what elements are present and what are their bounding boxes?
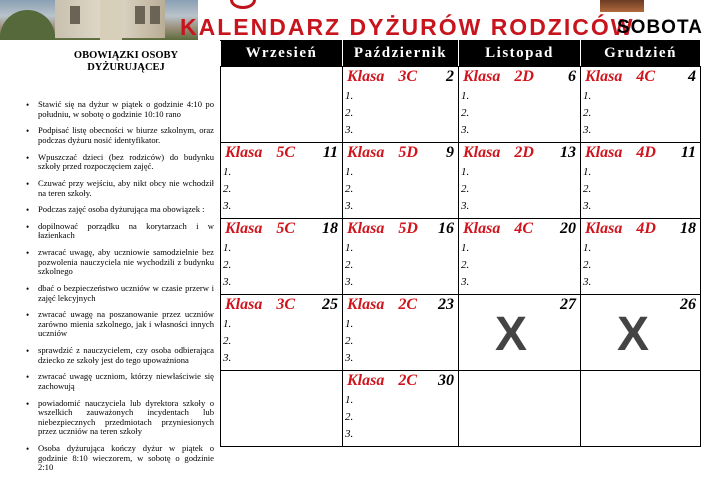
duty-item: • powiadomić nauczyciela lub dyrektora szkoły o wszelkich zauważonych incydentach lub niebezpiecznych przedmiotach przyniesionych przez uczniów na teren szkoły (38, 399, 214, 438)
calendar-cell (343, 67, 459, 143)
class-label (585, 68, 655, 86)
x-icon: X (617, 308, 650, 361)
slot-line: 3. (461, 276, 470, 288)
slot-line: 1. (583, 242, 592, 254)
cell-header (459, 143, 580, 164)
class-label (347, 372, 417, 390)
calendar-cell (221, 219, 343, 295)
class-word: Klasa (585, 68, 623, 85)
slot-line: 1. (345, 394, 354, 406)
class-code: 2D (514, 68, 534, 85)
duty-slots (459, 88, 580, 139)
calendar-cell (581, 67, 701, 143)
class-code: 5C (276, 220, 296, 237)
day-number: 18 (322, 220, 338, 237)
calendar-row (221, 371, 701, 447)
class-label (463, 220, 533, 238)
duty-slots (343, 240, 458, 291)
slot-line: 1. (223, 242, 232, 254)
calendar-row (221, 295, 701, 371)
slot-line: 3. (345, 276, 354, 288)
duty-item: • sprawdzić z nauczycielem, czy osoba odbierająca dziecko ze szkoły jest do tego upoważniona (38, 346, 214, 365)
calendar-cell (459, 143, 581, 219)
cell-header (343, 143, 458, 164)
calendar-cell (343, 143, 459, 219)
calendar-cell (459, 219, 581, 295)
class-word: Klasa (585, 144, 623, 161)
slot-line: 3. (223, 276, 232, 288)
slot-line: 1. (345, 166, 354, 178)
slot-line: 3. (461, 200, 470, 212)
day-number: 25 (322, 296, 338, 313)
slot-line: 2. (345, 183, 354, 195)
class-label (347, 220, 418, 238)
slot-line: 3. (583, 200, 592, 212)
slot-line: 1. (583, 90, 592, 102)
day-number: 16 (438, 220, 454, 237)
school-logo (230, 0, 256, 9)
cell-header (343, 219, 458, 240)
cell-header (459, 219, 580, 240)
cell-header (343, 295, 458, 316)
class-code: 4C (514, 220, 534, 237)
class-code: 2C (398, 372, 418, 389)
class-code: 4D (636, 220, 656, 237)
slot-line: 2. (223, 335, 232, 347)
day-number: 11 (680, 144, 696, 161)
cell-header (581, 67, 700, 88)
day-number: 30 (438, 372, 454, 389)
calendar-body (221, 67, 701, 447)
cell-header (581, 219, 700, 240)
day-number: 23 (438, 296, 454, 313)
calendar-cell (343, 295, 459, 371)
duty-slots (581, 240, 700, 291)
calendar-cell (459, 295, 581, 371)
slot-line: 3. (345, 428, 354, 440)
cell-header (221, 295, 342, 316)
calendar-cell (581, 219, 701, 295)
empty-cell (581, 371, 701, 447)
day-number: 11 (322, 144, 338, 161)
cell-header (221, 219, 342, 240)
duty-slots (459, 240, 580, 291)
class-word: Klasa (225, 220, 263, 237)
class-word: Klasa (347, 296, 385, 313)
class-code: 5D (398, 220, 418, 237)
duty-slots (343, 164, 458, 215)
duties-panel (38, 50, 214, 480)
day-number: 27 (560, 296, 576, 313)
slot-line: 1. (345, 242, 354, 254)
day-number: 6 (568, 68, 576, 85)
day-number: 18 (680, 220, 696, 237)
slot-line: 2. (583, 107, 592, 119)
class-label (225, 296, 295, 314)
x-icon: X (495, 308, 528, 361)
slot-line: 2. (461, 107, 470, 119)
duty-item: • dopilnować porządku na korytarzach i w łazienkach (38, 222, 214, 241)
class-code: 4C (636, 68, 656, 85)
cell-header (581, 143, 700, 164)
slot-line: 3. (345, 124, 354, 136)
calendar-row (221, 67, 701, 143)
cell-header (221, 143, 342, 164)
class-label (225, 144, 295, 162)
slot-line: 2. (583, 183, 592, 195)
month-header: Wrzesień (221, 41, 343, 67)
slot-line: 1. (223, 318, 232, 330)
duty-item: • zwracać uwagę, aby uczniowie samodzielnie bez pozwolenia nauczyciela nie wychodzili z budynku szkolnego (38, 248, 214, 277)
empty-cell (221, 371, 343, 447)
day-number: 4 (688, 68, 696, 85)
slot-line: 2. (345, 107, 354, 119)
duty-item: • zwracać uwagę na poszanowanie przez uczniów zarówno mienia szkolnego, jak i własności innych uczniów (38, 310, 214, 339)
duty-item: • zwracać uwagę uczniom, którzy niewłaściwie się zachowują (38, 372, 214, 391)
calendar-cell (581, 295, 701, 371)
class-code: 3C (276, 296, 296, 313)
slot-line: 1. (461, 242, 470, 254)
cell-header (343, 371, 458, 392)
duty-slots (343, 88, 458, 139)
class-word: Klasa (585, 220, 623, 237)
class-word: Klasa (347, 144, 385, 161)
day-number: 9 (446, 144, 454, 161)
cell-header (459, 67, 580, 88)
duty-item: • Podpisać listę obecności w biurze szkolnym, oraz podczas dyżuru nosić identyfikator. (38, 126, 214, 145)
class-word: Klasa (463, 220, 501, 237)
duties-title: OBOWIĄZKI OSOBY DYŻURUJĄCEJ (73, 50, 179, 74)
slot-line: 3. (345, 352, 354, 364)
duty-item: • dbać o bezpieczeństwo uczniów w czasie przerw i zajęć lekcyjnych (38, 284, 214, 303)
calendar-cell (343, 371, 459, 447)
header-photo-right (600, 0, 644, 12)
class-word: Klasa (463, 68, 501, 85)
slot-line: 2. (345, 411, 354, 423)
class-code: 2C (398, 296, 418, 313)
duty-item: • Stawić się na dyżur w piątek o godzinie 4:10 po południu, w sobotę o godzinie 10:10 rano (38, 100, 214, 119)
slot-line: 2. (345, 335, 354, 347)
duty-slots (459, 164, 580, 215)
day-number: 2 (446, 68, 454, 85)
day-number: 20 (560, 220, 576, 237)
calendar-row (221, 143, 701, 219)
duty-item: • Wpuszczać dzieci (bez rodziców) do budynku szkoły przed rozpoczęciem zajęć. (38, 153, 214, 172)
class-word: Klasa (347, 372, 385, 389)
class-label (463, 68, 534, 86)
class-code: 2D (514, 144, 534, 161)
calendar-cell (343, 219, 459, 295)
day-number: 13 (560, 144, 576, 161)
duty-slots (221, 240, 342, 291)
slot-line: 1. (461, 166, 470, 178)
class-word: Klasa (225, 144, 263, 161)
class-label (347, 68, 417, 86)
slot-line: 3. (223, 352, 232, 364)
duties-list (38, 100, 214, 473)
slot-line: 1. (461, 90, 470, 102)
duty-item: • Osoba dyżurująca kończy dyżur w piątek o godzinie 8:10 wieczorem, w sobotę o godzinie 2:10 (38, 444, 214, 473)
duty-item: • Podczas zajęć osoba dyżurująca ma obowiązek : (38, 205, 214, 215)
duty-slots (581, 164, 700, 215)
day-number: 26 (680, 296, 696, 313)
duty-slots (221, 164, 342, 215)
slot-line: 3. (583, 124, 592, 136)
calendar-cell (221, 295, 343, 371)
slot-line: 1. (223, 166, 232, 178)
slot-line: 2. (223, 259, 232, 271)
class-label (585, 220, 656, 238)
day-label: SOBOTA (617, 17, 703, 38)
calendar-cell (581, 143, 701, 219)
calendar-cell (221, 143, 343, 219)
calendar-row (221, 219, 701, 295)
class-label (463, 144, 534, 162)
slot-line: 2. (223, 183, 232, 195)
class-label (225, 220, 295, 238)
slot-line: 2. (345, 259, 354, 271)
class-label (347, 144, 418, 162)
class-code: 4D (636, 144, 656, 161)
slot-line: 3. (345, 200, 354, 212)
no-duty-mark (581, 295, 700, 370)
class-word: Klasa (347, 68, 385, 85)
month-header: Grudzień (581, 41, 701, 67)
month-header: Listopad (459, 41, 581, 67)
duty-slots (581, 88, 700, 139)
class-code: 5C (276, 144, 296, 161)
class-word: Klasa (463, 144, 501, 161)
cell-header (343, 67, 458, 88)
class-word: Klasa (225, 296, 263, 313)
slot-line: 2. (583, 259, 592, 271)
month-header: Październik (343, 41, 459, 67)
duty-item: • Czuwać przy wejściu, aby nikt obcy nie wchodził na teren szkoły. (38, 179, 214, 198)
class-code: 3C (398, 68, 418, 85)
class-code: 5D (398, 144, 418, 161)
slot-line: 2. (461, 259, 470, 271)
no-duty-mark (459, 295, 580, 370)
empty-cell (459, 371, 581, 447)
class-label (585, 144, 656, 162)
slot-line: 1. (345, 318, 354, 330)
slot-line: 1. (583, 166, 592, 178)
class-label (347, 296, 417, 314)
calendar-cell (459, 67, 581, 143)
slot-line: 2. (461, 183, 470, 195)
page-title: KALENDARZ DYŻURÓW RODZICÓW (180, 14, 635, 40)
school-photo (0, 0, 198, 40)
duty-calendar (220, 40, 701, 447)
duty-slots (221, 316, 342, 367)
duty-slots (343, 316, 458, 367)
slot-line: 3. (583, 276, 592, 288)
class-word: Klasa (347, 220, 385, 237)
slot-line: 3. (223, 200, 232, 212)
slot-line: 1. (345, 90, 354, 102)
empty-cell (221, 67, 343, 143)
slot-line: 3. (461, 124, 470, 136)
